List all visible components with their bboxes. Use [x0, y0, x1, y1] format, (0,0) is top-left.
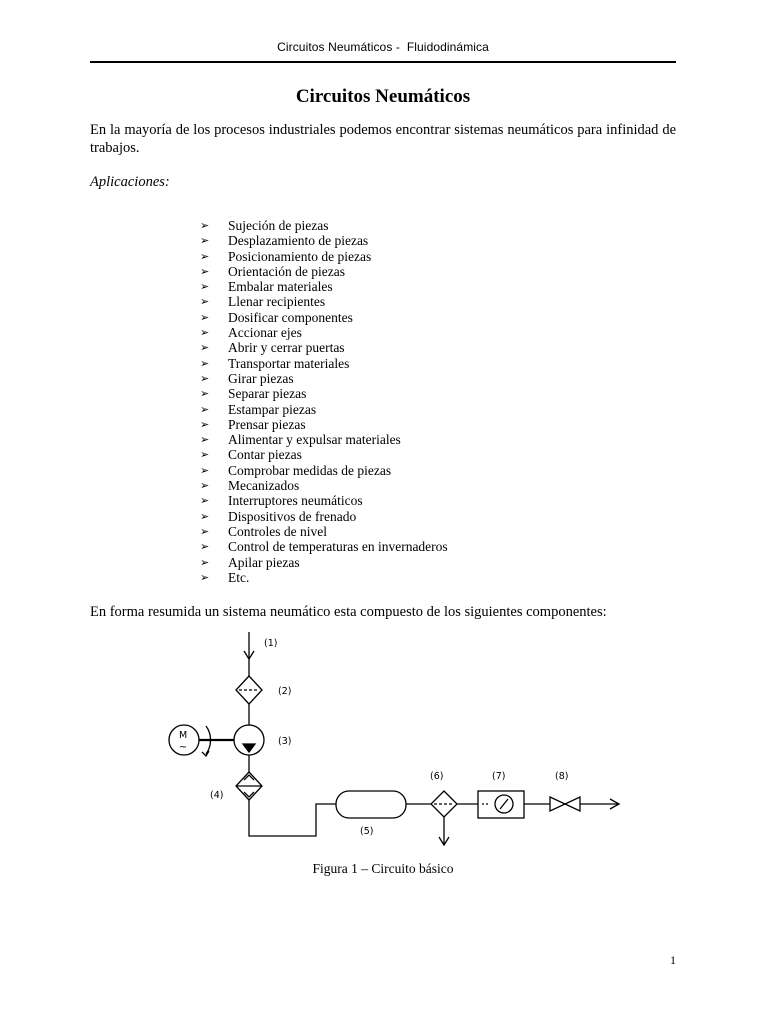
list-item [200, 233, 448, 248]
list-item [200, 463, 448, 478]
list-item-label: Girar piezas [228, 370, 294, 386]
list-item-label: Transportar materiales [228, 355, 350, 371]
label-4: (4) [210, 790, 224, 801]
applications-list [200, 218, 448, 585]
list-item [200, 417, 448, 432]
valve-icon [550, 797, 580, 811]
arrow-bullet-icon: ➢ [200, 326, 210, 340]
pneumatic-circuit-figure [140, 628, 630, 856]
list-item-label: Llenar recipientes [228, 294, 326, 310]
arrow-bullet-icon: ➢ [200, 417, 210, 431]
arrow-bullet-icon: ➢ [200, 249, 210, 263]
filter-icon [236, 676, 262, 704]
label-8: (8) [555, 771, 569, 782]
page-number: 1 [670, 953, 676, 967]
list-item [200, 356, 448, 371]
circuit-diagram [140, 628, 630, 856]
pipe-segment [249, 800, 336, 836]
arrow-bullet-icon: ➢ [200, 280, 210, 294]
list-item [200, 386, 448, 401]
list-item [200, 279, 448, 294]
motor-ac-label: ~ [179, 742, 187, 753]
list-item-label: Contar piezas [228, 447, 302, 463]
compressor-icon [234, 725, 264, 755]
list-item [200, 371, 448, 386]
list-item-label: Dispositivos de frenado [228, 508, 357, 524]
list-item [200, 524, 448, 539]
arrow-bullet-icon: ➢ [200, 479, 210, 493]
arrow-bullet-icon: ➢ [200, 509, 210, 523]
arrow-bullet-icon: ➢ [200, 494, 210, 508]
arrow-bullet-icon: ➢ [200, 448, 210, 462]
document-title: Circuitos Neumáticos [295, 86, 471, 107]
intake-arrow-icon [244, 632, 254, 659]
list-item-label: Desplazamiento de piezas [228, 233, 369, 249]
list-item-label: Orientación de piezas [228, 263, 345, 279]
list-item [200, 493, 448, 508]
list-item [200, 249, 448, 264]
label-7: (7) [492, 771, 506, 782]
list-item-label: Apilar piezas [228, 554, 300, 570]
list-item-label: Sujeción de piezas [228, 218, 329, 233]
arrow-bullet-icon: ➢ [200, 295, 210, 309]
arrow-bullet-icon: ➢ [200, 356, 210, 370]
list-item [200, 570, 448, 585]
list-item-label: Separar piezas [228, 386, 307, 402]
list-item [200, 310, 448, 325]
tank-icon [336, 791, 406, 818]
arrow-bullet-icon: ➢ [200, 310, 210, 324]
list-item-label: Accionar ejes [228, 325, 302, 341]
arrow-bullet-icon: ➢ [200, 371, 210, 385]
gauge-icon [478, 791, 524, 818]
label-3: (3) [278, 736, 292, 747]
arrow-bullet-icon: ➢ [200, 402, 210, 416]
figure-caption: Figura 1 – Circuito básico [312, 861, 454, 876]
list-item [200, 218, 448, 233]
label-6: (6) [430, 771, 444, 782]
list-item-label: Posicionamiento de piezas [228, 248, 372, 264]
summary-paragraph: En forma resumida un sistema neumático esta compuesto de los siguientes componentes: [90, 604, 607, 620]
header-rule [90, 61, 676, 63]
list-item [200, 325, 448, 340]
list-item [200, 294, 448, 309]
arrow-bullet-icon: ➢ [200, 433, 210, 447]
applications-heading: Aplicaciones: [90, 174, 170, 190]
list-item [200, 402, 448, 417]
list-item-label: Embalar materiales [228, 279, 333, 295]
list-item-label: Etc. [228, 569, 250, 585]
arrow-bullet-icon: ➢ [200, 570, 210, 584]
list-item [200, 509, 448, 524]
arrow-bullet-icon: ➢ [200, 264, 210, 278]
arrow-bullet-icon: ➢ [200, 219, 210, 232]
motor-label: M [179, 730, 188, 741]
list-item [200, 264, 448, 279]
list-item [200, 555, 448, 570]
list-item [200, 432, 448, 447]
outlet-arrow-icon [580, 799, 619, 809]
list-item [200, 539, 448, 554]
label-2: (2) [278, 686, 292, 697]
arrow-bullet-icon: ➢ [200, 524, 210, 538]
label-5: (5) [360, 826, 374, 837]
arrow-bullet-icon: ➢ [200, 555, 210, 569]
label-1: (1) [264, 638, 278, 649]
arrow-bullet-icon: ➢ [200, 540, 210, 554]
list-item-label: Comprobar medidas de piezas [228, 462, 392, 478]
list-item-label: Interruptores neumáticos [228, 493, 363, 509]
list-item-label: Prensar piezas [228, 416, 306, 432]
arrow-bullet-icon: ➢ [200, 463, 210, 477]
list-item-label: Control de temperaturas en invernaderos [228, 539, 448, 555]
list-item [200, 340, 448, 355]
dryer-icon [236, 772, 262, 800]
list-item-label: Mecanizados [228, 478, 300, 494]
list-item-label: Alimentar y expulsar materiales [228, 432, 401, 448]
list-item-label: Dosificar componentes [228, 309, 353, 325]
list-item-label: Estampar piezas [228, 401, 317, 417]
arrow-bullet-icon: ➢ [200, 341, 210, 355]
arrow-bullet-icon: ➢ [200, 387, 210, 401]
list-item [200, 447, 448, 462]
list-item-label: Controles de nivel [228, 523, 327, 539]
list-item [200, 478, 448, 493]
list-item-label: Abrir y cerrar puertas [228, 340, 345, 356]
separator-icon [431, 791, 457, 845]
arrow-bullet-icon: ➢ [200, 234, 210, 248]
page-header: Circuitos Neumáticos - Fluidodinámica [277, 40, 489, 54]
intro-paragraph: En la mayoría de los procesos industriales podemos encontrar sistemas neumáticos para infinidad de trabajos. [90, 122, 676, 156]
